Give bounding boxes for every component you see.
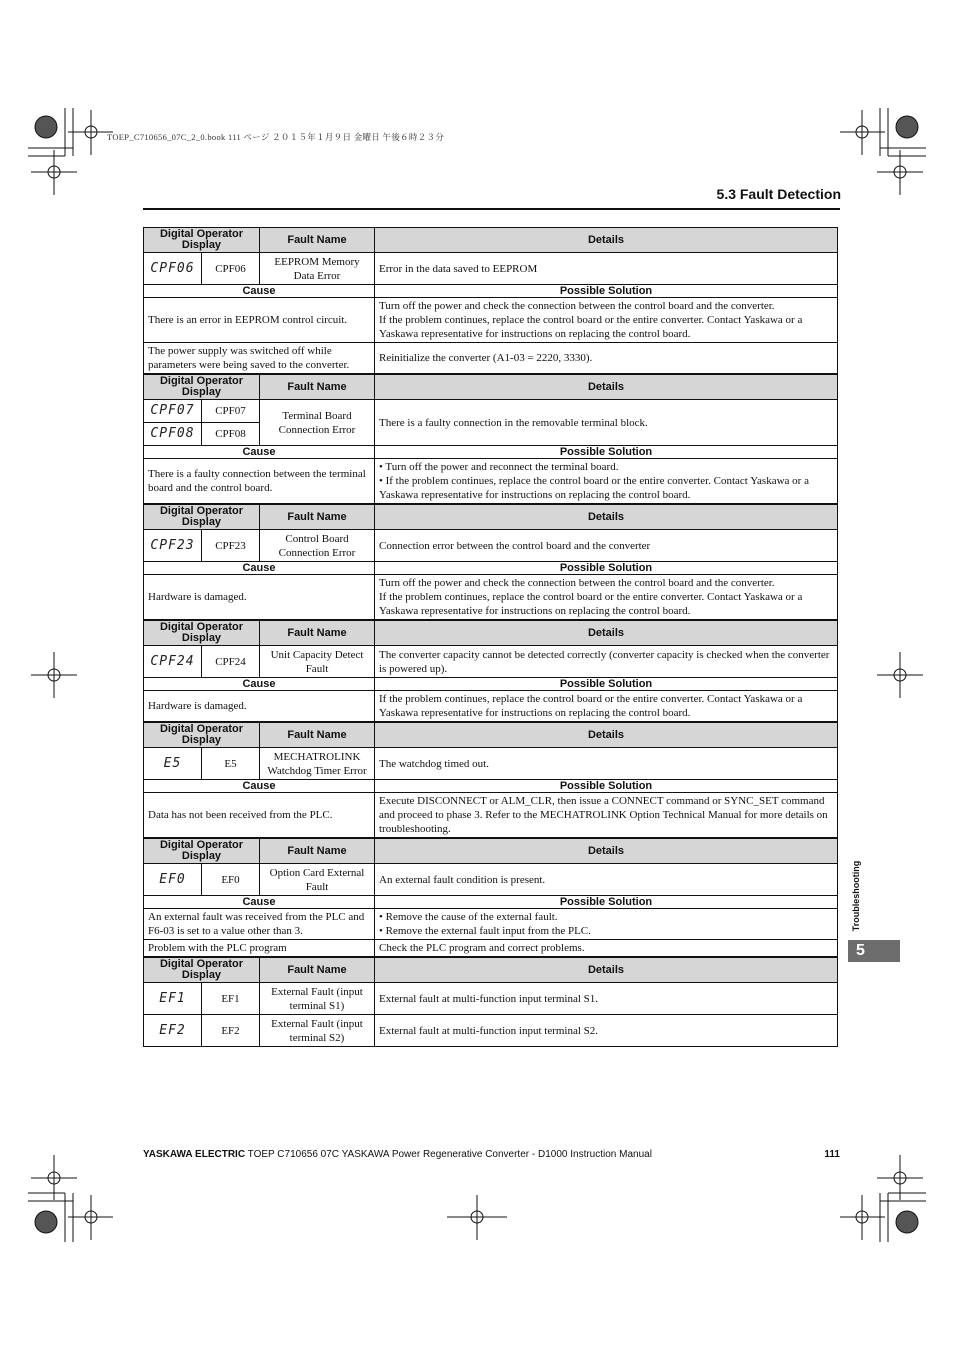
operator-display-code: EF1 xyxy=(144,983,202,1015)
operator-display-code: CPF07 xyxy=(144,400,202,423)
chapter-tab: 5 xyxy=(848,940,900,962)
operator-display-code: CPF23 xyxy=(144,530,202,562)
cause-header-row xyxy=(144,678,838,691)
fault-details: The watchdog timed out. xyxy=(375,748,838,780)
cause-header: Cause xyxy=(144,780,375,793)
fault-table-body xyxy=(144,228,838,1047)
cause-header: Cause xyxy=(144,896,375,909)
fault-code: EF0 xyxy=(202,864,260,896)
col-header-details: Details xyxy=(375,228,838,253)
fault-name: MECHATROLINK Watchdog Timer Error xyxy=(260,748,375,780)
cause-row xyxy=(144,298,838,343)
col-header-fault-name: Fault Name xyxy=(260,722,375,748)
fault-row xyxy=(144,646,838,678)
footer-text: TOEP C710656 07C YASKAWA Power Regenerative Converter - D1000 Instruction Manual xyxy=(245,1149,652,1160)
solution-header: Possible Solution xyxy=(375,285,838,298)
cause-text: Problem with the PLC program xyxy=(144,940,375,958)
fault-row xyxy=(144,253,838,285)
col-header-display: Digital Operator Display xyxy=(144,374,260,400)
operator-display-code: EF0 xyxy=(144,864,202,896)
fault-name: EEPROM Memory Data Error xyxy=(260,253,375,285)
cause-text: Data has not been received from the PLC. xyxy=(144,793,375,839)
fault-details: An external fault condition is present. xyxy=(375,864,838,896)
cause-header-row xyxy=(144,285,838,298)
fault-details: Connection error between the control board and the converter xyxy=(375,530,838,562)
operator-display-code: CPF08 xyxy=(144,423,202,446)
cause-row xyxy=(144,909,838,940)
solution-header: Possible Solution xyxy=(375,780,838,793)
fault-row xyxy=(144,748,838,780)
fault-header-row xyxy=(144,620,838,646)
cause-header-row xyxy=(144,562,838,575)
fault-name: Terminal Board Connection Error xyxy=(260,400,375,446)
fault-row xyxy=(144,983,838,1015)
solution-text: • Remove the cause of the external fault. • Remove the external fault input from the PLC. xyxy=(375,909,838,940)
col-header-fault-name: Fault Name xyxy=(260,838,375,864)
fault-code: CPF23 xyxy=(202,530,260,562)
cause-header: Cause xyxy=(144,678,375,691)
cause-text: Hardware is damaged. xyxy=(144,691,375,723)
cause-text: The power supply was switched off while parameters were being saved to the converter. xyxy=(144,343,375,375)
col-header-details: Details xyxy=(375,722,838,748)
fault-details: There is a faulty connection in the removable terminal block. xyxy=(375,400,838,446)
solution-text: Turn off the power and check the connection between the control board and the converter. If the problem continues, replace the control board or the entire converter. Contact Yaskawa or a Yaskawa representative for instructions on replacing the control board. xyxy=(375,298,838,343)
col-header-display: Digital Operator Display xyxy=(144,504,260,530)
fault-code: CPF06 xyxy=(202,253,260,285)
fault-code: E5 xyxy=(202,748,260,780)
solution-text: If the problem continues, replace the control board or the entire converter. Contact Yaskawa or a Yaskawa representative for instructions on replacing the control board. xyxy=(375,691,838,723)
fault-row xyxy=(144,400,838,423)
solution-text: • Turn off the power and reconnect the terminal board. • If the problem continues, replace the control board or the entire converter. Contact Yaskawa or a Yaskawa representative for instructions on replacing the control board. xyxy=(375,459,838,505)
file-info: TOEP_C710656_07C_2_0.book 111 ページ ２０１５年１月９日 金曜日 午後６時２３分 xyxy=(107,132,445,142)
col-header-fault-name: Fault Name xyxy=(260,620,375,646)
fault-header-row xyxy=(144,374,838,400)
fault-header-row xyxy=(144,722,838,748)
solution-text: Execute DISCONNECT or ALM_CLR, then issue a CONNECT command or SYNC_SET command and proceed to phase 3. Refer to the MECHATROLINK Option Technical Manual for more details on troubleshooting. xyxy=(375,793,838,839)
operator-display-code: E5 xyxy=(144,748,202,780)
cause-row xyxy=(144,793,838,839)
fault-row xyxy=(144,1015,838,1047)
page-number: 111 xyxy=(824,1149,840,1160)
cause-row xyxy=(144,575,838,621)
fault-name: External Fault (input terminal S1) xyxy=(260,983,375,1015)
col-header-fault-name: Fault Name xyxy=(260,957,375,983)
fault-table xyxy=(143,227,838,1047)
solution-text: Turn off the power and check the connection between the control board and the converter. If the problem continues, replace the control board or the entire converter. Contact Yaskawa or a Yaskawa representative for instructions on replacing the control board. xyxy=(375,575,838,621)
fault-code: EF1 xyxy=(202,983,260,1015)
col-header-display: Digital Operator Display xyxy=(144,620,260,646)
fault-details: External fault at multi-function input terminal S2. xyxy=(375,1015,838,1047)
col-header-fault-name: Fault Name xyxy=(260,228,375,253)
cause-text: Hardware is damaged. xyxy=(144,575,375,621)
cause-header-row xyxy=(144,896,838,909)
cause-header: Cause xyxy=(144,285,375,298)
fault-name: External Fault (input terminal S2) xyxy=(260,1015,375,1047)
fault-name: Option Card External Fault xyxy=(260,864,375,896)
solution-text: Check the PLC program and correct problems. xyxy=(375,940,838,958)
fault-details: The converter capacity cannot be detected correctly (converter capacity is checked when the converter is powered up). xyxy=(375,646,838,678)
fault-code: EF2 xyxy=(202,1015,260,1047)
col-header-details: Details xyxy=(375,838,838,864)
cause-row xyxy=(144,343,838,375)
page-footer xyxy=(143,1149,840,1160)
cause-text: There is a faulty connection between the terminal board and the control board. xyxy=(144,459,375,505)
col-header-display: Digital Operator Display xyxy=(144,722,260,748)
fault-header-row xyxy=(144,957,838,983)
solution-header: Possible Solution xyxy=(375,446,838,459)
solution-header: Possible Solution xyxy=(375,896,838,909)
cause-header-row xyxy=(144,780,838,793)
solution-header: Possible Solution xyxy=(375,562,838,575)
cause-text: There is an error in EEPROM control circuit. xyxy=(144,298,375,343)
col-header-fault-name: Fault Name xyxy=(260,374,375,400)
cause-header: Cause xyxy=(144,446,375,459)
col-header-display: Digital Operator Display xyxy=(144,957,260,983)
fault-header-row xyxy=(144,504,838,530)
fault-details: Error in the data saved to EEPROM xyxy=(375,253,838,285)
cause-row xyxy=(144,459,838,505)
footer-brand: YASKAWA ELECTRIC xyxy=(143,1149,246,1160)
side-tab-label: Troubleshooting xyxy=(851,860,861,932)
fault-header-row xyxy=(144,838,838,864)
fault-header-row xyxy=(144,228,838,253)
fault-code: CPF08 xyxy=(202,423,260,446)
col-header-details: Details xyxy=(375,957,838,983)
operator-display-code: CPF06 xyxy=(144,253,202,285)
solution-header: Possible Solution xyxy=(375,678,838,691)
col-header-display: Digital Operator Display xyxy=(144,838,260,864)
col-header-details: Details xyxy=(375,374,838,400)
col-header-fault-name: Fault Name xyxy=(260,504,375,530)
fault-row xyxy=(144,530,838,562)
cause-header-row xyxy=(144,446,838,459)
fault-name: Control Board Connection Error xyxy=(260,530,375,562)
fault-code: CPF24 xyxy=(202,646,260,678)
cause-row xyxy=(144,940,838,958)
cause-header: Cause xyxy=(144,562,375,575)
operator-display-code: EF2 xyxy=(144,1015,202,1047)
section-title: 5.3 Fault Detection xyxy=(716,186,841,202)
col-header-details: Details xyxy=(375,620,838,646)
cause-row xyxy=(144,691,838,723)
fault-name: Unit Capacity Detect Fault xyxy=(260,646,375,678)
solution-text: Reinitialize the converter (A1-03 = 2220, 3330). xyxy=(375,343,838,375)
header-rule xyxy=(143,208,840,210)
operator-display-code: CPF24 xyxy=(144,646,202,678)
col-header-details: Details xyxy=(375,504,838,530)
fault-row xyxy=(144,864,838,896)
fault-details: External fault at multi-function input terminal S1. xyxy=(375,983,838,1015)
cause-text: An external fault was received from the PLC and F6-03 is set to a value other than 3. xyxy=(144,909,375,940)
col-header-display: Digital Operator Display xyxy=(144,228,260,253)
fault-code: CPF07 xyxy=(202,400,260,423)
